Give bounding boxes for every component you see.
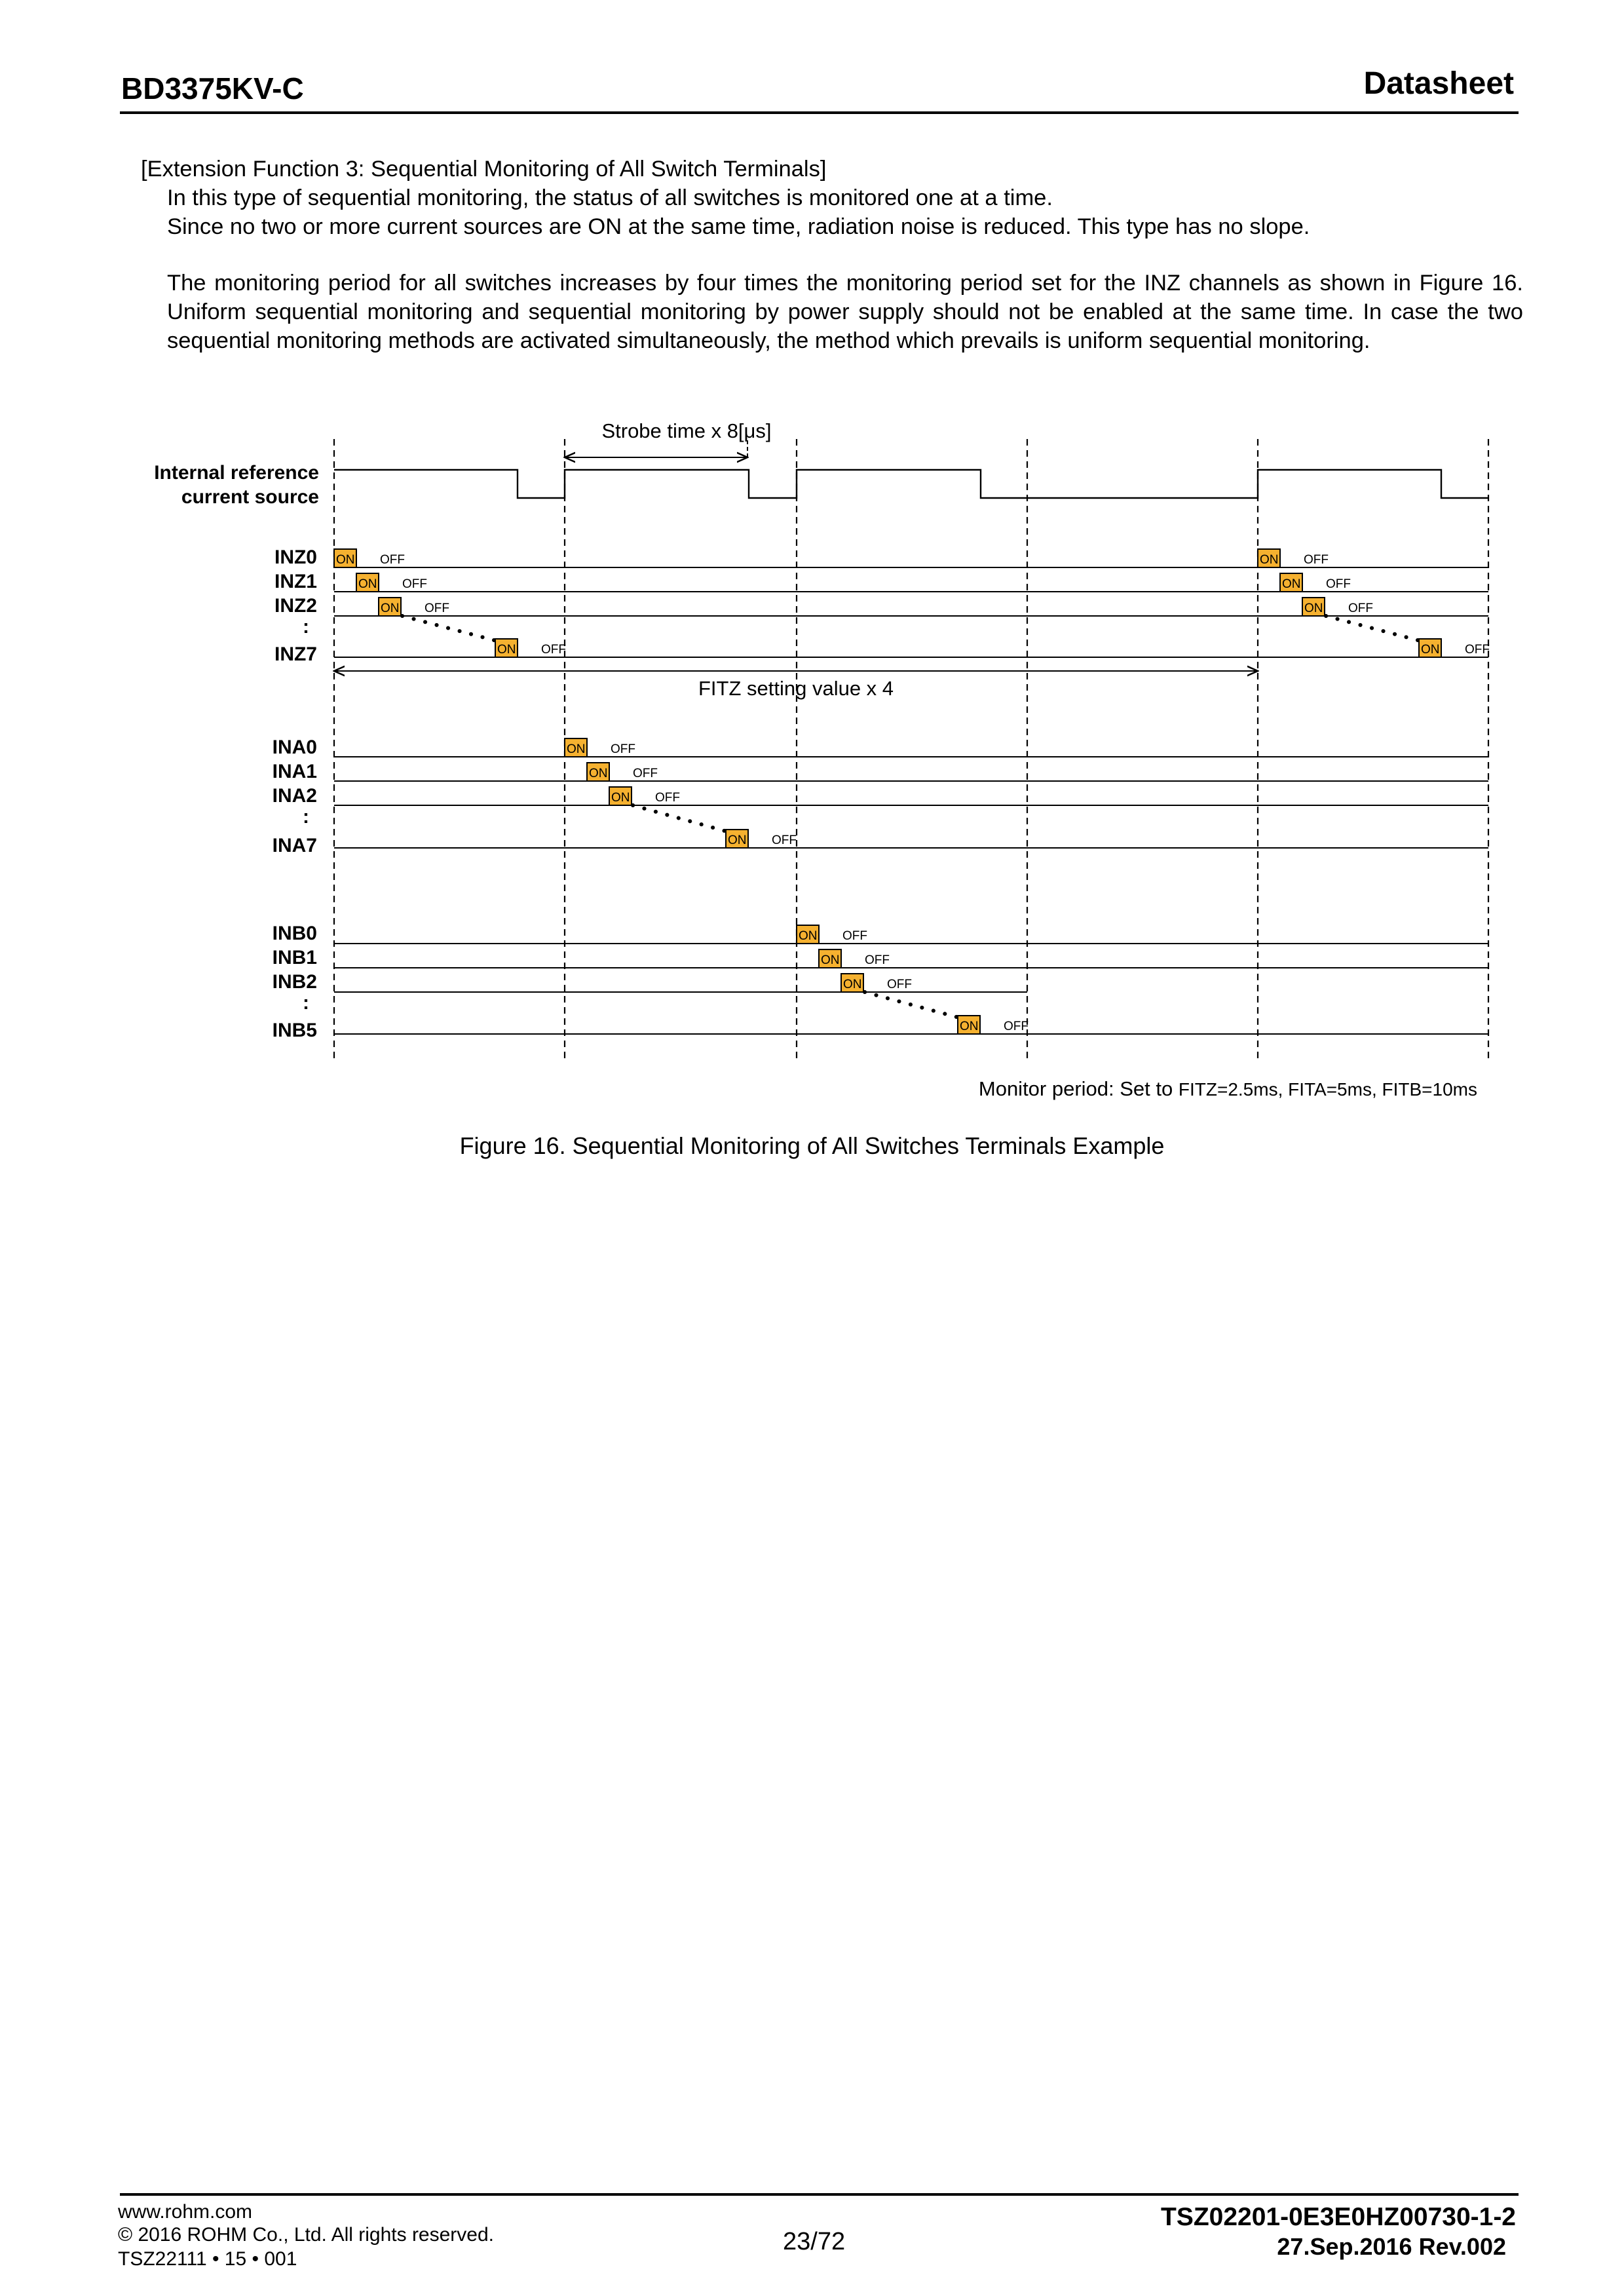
signal-ellipsis-ina: : bbox=[303, 806, 309, 828]
signal-label-ina2: INA2 bbox=[272, 785, 317, 807]
document-number: TSZ02201-0E3E0HZ00730-1-2 bbox=[1161, 2203, 1516, 2231]
off-marker: OFF bbox=[1004, 1020, 1029, 1033]
on-marker: ON bbox=[497, 643, 516, 657]
on-marker: ON bbox=[336, 553, 355, 567]
fitz-period-label: FITZ setting value x 4 bbox=[698, 677, 894, 700]
sequence-dots bbox=[865, 992, 956, 1017]
off-marker: OFF bbox=[425, 602, 449, 615]
on-marker: ON bbox=[799, 929, 818, 943]
off-marker: OFF bbox=[402, 577, 427, 591]
intro-line-1: In this type of sequential monitoring, the status of all switches is monitored one at a time. bbox=[167, 185, 1053, 210]
signal-label-ina1: INA1 bbox=[272, 761, 317, 782]
header-divider bbox=[120, 111, 1519, 114]
part-number: BD3375KV-C bbox=[121, 71, 304, 105]
off-marker: OFF bbox=[541, 643, 566, 657]
ref-source-label-1: Internal reference bbox=[154, 462, 319, 484]
signal-label-inz0: INZ0 bbox=[274, 546, 317, 568]
off-marker: OFF bbox=[772, 833, 797, 847]
on-marker: ON bbox=[1304, 602, 1323, 615]
off-marker: OFF bbox=[1348, 602, 1373, 615]
document-type: Datasheet bbox=[1363, 66, 1514, 101]
on-marker: ON bbox=[567, 742, 586, 756]
signal-label-inz1: INZ1 bbox=[274, 571, 317, 592]
sequence-dots bbox=[633, 805, 725, 831]
on-marker: ON bbox=[843, 978, 862, 991]
footer-copyright: © 2016 ROHM Co., Ltd. All rights reserved. bbox=[118, 2224, 494, 2246]
sequence-dots bbox=[402, 616, 494, 640]
figure-caption: Figure 16. Sequential Monitoring of All Switches Terminals Example bbox=[459, 1132, 1165, 1159]
off-marker: OFF bbox=[1465, 643, 1490, 657]
on-marker: ON bbox=[381, 602, 400, 615]
ina-group bbox=[273, 737, 1488, 856]
footer-divider bbox=[120, 2193, 1519, 2196]
off-marker: OFF bbox=[1326, 577, 1351, 591]
footer-website[interactable]: www.rohm.com bbox=[118, 2201, 253, 2223]
signal-label-inb1: INB1 bbox=[272, 947, 317, 968]
signal-label-inz2: INZ2 bbox=[274, 595, 317, 617]
section-title: [Extension Function 3: Sequential Monitoring of All Switch Terminals] bbox=[141, 157, 827, 182]
monitor-period-note bbox=[979, 1077, 1477, 1100]
signal-label-ina0: INA0 bbox=[272, 737, 317, 758]
off-marker: OFF bbox=[633, 767, 658, 780]
off-marker: OFF bbox=[655, 791, 680, 805]
signal-ellipsis-inz: : bbox=[303, 616, 309, 638]
signal-label-inb2: INB2 bbox=[272, 971, 317, 993]
on-marker: ON bbox=[589, 767, 608, 780]
signal-label-inb5: INB5 bbox=[272, 1020, 317, 1041]
monitor-period-set: : Set to bbox=[1108, 1077, 1179, 1100]
signal-label-inb0: INB0 bbox=[272, 923, 317, 944]
off-marker: OFF bbox=[1304, 553, 1329, 567]
monitor-period-values: FITZ=2.5ms, FITA=5ms, FITB=10ms bbox=[1178, 1079, 1477, 1100]
timing-diagram bbox=[0, 406, 1624, 1120]
off-marker: OFF bbox=[611, 742, 635, 756]
on-marker: ON bbox=[358, 577, 377, 591]
monitor-period-prefix: Monitor period bbox=[978, 1077, 1109, 1100]
intro-line-2: Since no two or more current sources are ON at the same time, radiation noise is reduced. This type has no slope. bbox=[167, 214, 1310, 239]
inz-group bbox=[274, 546, 1490, 665]
page-number: 23/72 bbox=[783, 2228, 846, 2255]
on-marker: ON bbox=[611, 791, 630, 805]
sequence-dots bbox=[1326, 616, 1418, 640]
inb-group bbox=[273, 923, 1488, 1041]
ref-source-waveform bbox=[334, 470, 1488, 498]
intro-text bbox=[167, 183, 1530, 241]
on-marker: ON bbox=[960, 1020, 979, 1033]
off-marker: OFF bbox=[865, 953, 890, 967]
revision-date: 27.Sep.2016 Rev.002 bbox=[1277, 2233, 1506, 2260]
on-marker: ON bbox=[1421, 643, 1440, 657]
strobe-time-label: Strobe time x 8[μs] bbox=[601, 419, 772, 442]
footer-form-code: TSZ22111 • 15 • 001 bbox=[118, 2248, 297, 2270]
on-marker: ON bbox=[728, 833, 747, 847]
on-marker: ON bbox=[1282, 577, 1301, 591]
signal-ellipsis-inb: : bbox=[303, 992, 309, 1014]
on-marker: ON bbox=[1260, 553, 1279, 567]
ref-source-label-2: current source bbox=[181, 486, 319, 508]
on-marker: ON bbox=[821, 953, 840, 967]
signal-label-ina7: INA7 bbox=[272, 835, 317, 856]
off-marker: OFF bbox=[380, 553, 405, 567]
monitoring-paragraph: The monitoring period for all switches increases by four times the monitoring period set for the INZ channels as shown in Figure 16. Uniform sequential monitoring and sequential monitoring by power supply should not be enabled at the same time. In case the two sequential monitoring methods are activated simultaneously, the method which prevails is uniform sequential monitoring. bbox=[167, 271, 1523, 353]
signal-label-inz7: INZ7 bbox=[274, 643, 317, 665]
off-marker: OFF bbox=[887, 978, 912, 991]
off-marker: OFF bbox=[842, 929, 867, 943]
